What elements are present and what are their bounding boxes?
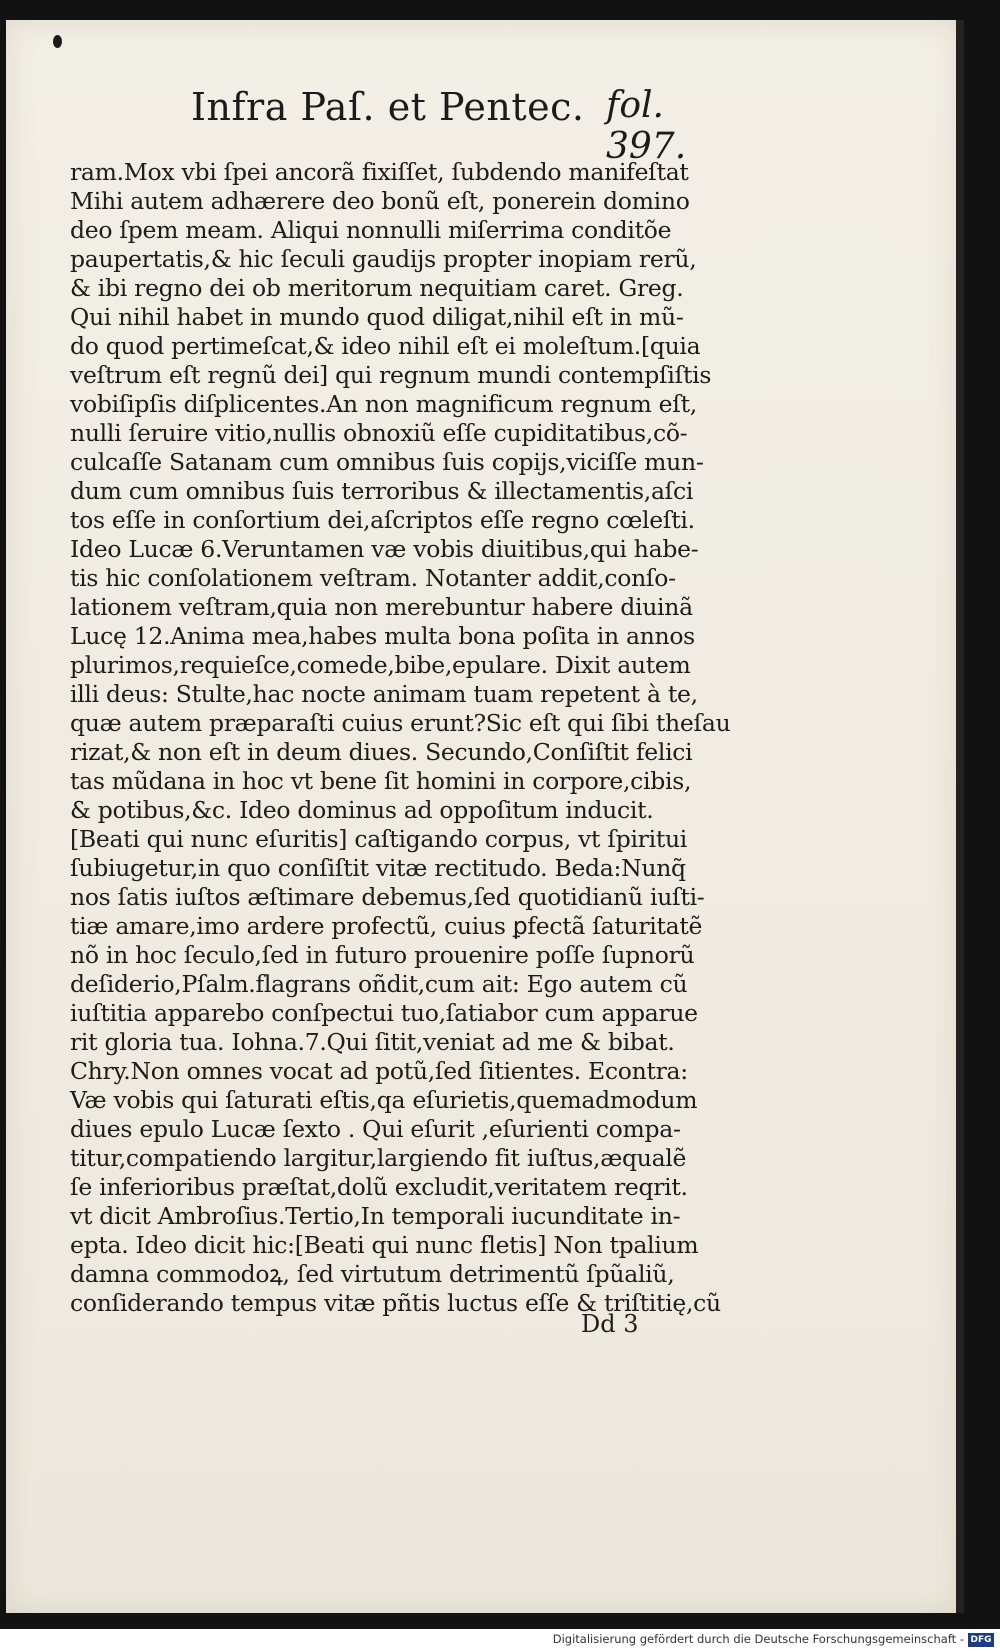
text-line: rit gloria tua. Iohna.7.Qui ſitit,veniat ad me & bibat.: [70, 1028, 675, 1056]
text-line: nos ſatis iuſtos æſtimare debemus,ſed quotidianũ iuſti-: [70, 883, 705, 911]
text-line: illi deus: Stulte,hac nocte animam tuam repetent à te,: [70, 680, 698, 708]
text-line: Qui nihil habet in mundo quod diligat,nihil eſt in mũ-: [70, 303, 684, 331]
text-line: do quod pertimeſcat,& ideo nihil eſt ei moleſtum.[quia: [70, 332, 701, 360]
digitization-footer: [0, 1629, 1000, 1651]
text-line: nõ in hoc ſeculo,ſed in futuro prouenire poſſe ſupnorũ: [70, 941, 695, 969]
text-line: Ideo Lucæ 6.Veruntamen væ vobis diuitibus,qui habe-: [70, 535, 699, 563]
text-line: rizat,& non eſt in deum diues. Secundo,Conſiſtit felici: [70, 738, 693, 766]
text-line: nulli ſeruire vitio,nullis obnoxiũ eſſe cupiditatibus,cõ-: [70, 419, 688, 447]
text-line: Mihi autem adhærere deo bonũ eſt, ponerein domino: [70, 187, 690, 215]
folio-number: fol. 397.: [606, 85, 687, 167]
text-line: vt dicit Ambroſius.Tertio,In temporali iucunditate in-: [70, 1202, 681, 1230]
text-line: tis hic conſolationem veſtram. Notanter addit,conſo-: [70, 564, 676, 592]
text-line: diues epulo Lucæ ſexto . Qui eſurit ,eſurienti compa-: [70, 1115, 681, 1143]
text-line: damna commodoꝝ, ſed virtutum detrimentũ ſpũaliũ,: [70, 1260, 675, 1288]
text-line: Lucę 12.Anima mea,habes multa bona poſita in annos: [70, 622, 695, 650]
body-text: [70, 158, 730, 1318]
text-line: iuſtitia apparebo conſpectui tuo,ſatiabor cum apparue: [70, 999, 698, 1027]
signature-mark: Dd 3: [581, 1310, 639, 1338]
text-line: lationem veſtram,quia non merebuntur habere diuinã: [70, 593, 693, 621]
text-line: quæ autem præparaſti cuius erunt?Sic eſt qui ſibi theſau: [70, 709, 731, 737]
text-line: paupertatis,& hic ſeculi gaudijs propter inopiam rerũ,: [70, 245, 697, 273]
text-line: [Beati qui nunc eſuritis] caſtigando corpus, vt ſpiritui: [70, 825, 688, 853]
text-line: titur,compatiendo largitur,largiendo fit iuſtus,æqualẽ: [70, 1144, 687, 1172]
text-line: veſtrum eſt regnũ dei] qui regnum mundi contempſiſtis: [70, 361, 712, 389]
text-line: ſubiugetur,in quo conſiſtit vitæ rectitudo. Beda:Nunq̃: [70, 854, 686, 882]
text-line: ſe inferioribus præſtat,dolũ excludit,veritatem reqrit.: [70, 1173, 688, 1201]
ink-speck: [53, 35, 62, 48]
text-line: Chry.Non omnes vocat ad potũ,ſed ſitientes. Econtra:: [70, 1057, 688, 1085]
text-line: deſiderio,Pſalm.flagrans oñdit,cum ait: Ego autem cũ: [70, 970, 688, 998]
page-header: [191, 85, 751, 167]
book-page: [6, 20, 958, 1613]
running-head: Infra Paſ. et Pentec.: [191, 85, 585, 129]
text-line: conſiderando tempus vitæ pñtis luctus eſſe & triſtitię,cũ: [70, 1289, 721, 1317]
funding-credit: Digitalisierung gefördert durch die Deutsche Forschungsgemeinschaft -: [552, 1632, 964, 1646]
text-line: epta. Ideo dicit hic:[Beati qui nunc fletis] Non tpalium: [70, 1231, 699, 1259]
dfg-logo: DFG: [968, 1633, 994, 1647]
text-line: & ibi regno dei ob meritorum nequitiam caret. Greg.: [70, 274, 684, 302]
text-line: vobiſipſis diſplicentes.An non magnificum regnum eſt,: [70, 390, 697, 418]
text-line: culcaſſe Satanam cum omnibus ſuis copijs,viciſſe mun-: [70, 448, 704, 476]
text-line: dum cum omnibus ſuis terroribus & illectamentis,aſci: [70, 477, 694, 505]
text-line: deo ſpem meam. Aliqui nonnulli miſerrima conditõe: [70, 216, 672, 244]
text-line: Væ vobis qui ſaturati eſtis,qa eſurietis,quemadmodum: [70, 1086, 698, 1114]
text-line: & potibus,&c. Ideo dominus ad oppoſitum inducit.: [70, 796, 654, 824]
text-line: tos eſſe in conſortium dei,aſcriptos eſſe regno cœleſti.: [70, 506, 695, 534]
text-line: plurimos,requieſce,comede,bibe,epulare. Dixit autem: [70, 651, 691, 679]
text-line: tiæ amare,imo ardere profectũ, cuius ꝑfectã ſaturitatẽ: [70, 912, 703, 940]
text-line: tas mũdana in hoc vt bene ſit homini in corpore,cibis,: [70, 767, 692, 795]
text-line: ram.Mox vbi ſpei ancorã fixiſſet, ſubdendo manifeſtat: [70, 158, 689, 186]
